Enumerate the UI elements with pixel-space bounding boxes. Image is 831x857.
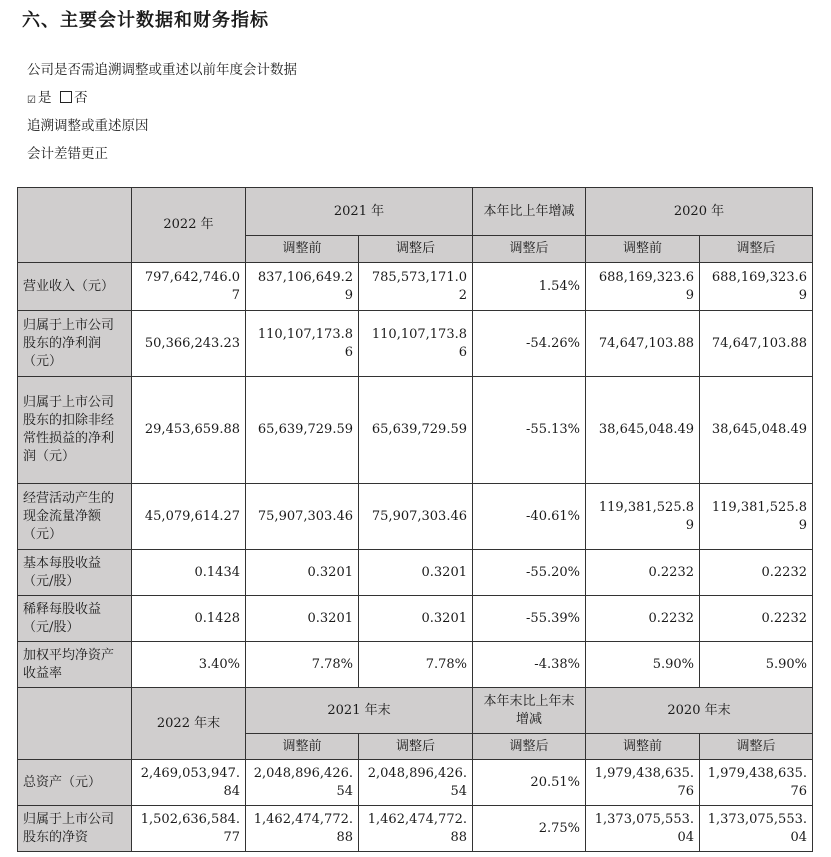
- row-label: 经营活动产生的现金流量净额（元）: [18, 484, 132, 550]
- value-2020-before: 0.2232: [586, 550, 700, 596]
- row-label: 稀释每股收益（元/股）: [18, 596, 132, 642]
- header-2020: 2020 年: [586, 188, 813, 236]
- row-label: 归属于上市公司股东的扣除非经常性损益的净利润（元）: [18, 377, 132, 484]
- value-2020-after: 0.2232: [700, 596, 813, 642]
- header-2021-after: 调整后: [359, 236, 473, 263]
- header-2021-before: 调整前: [246, 236, 359, 263]
- table-row: [18, 806, 813, 852]
- table-row: [18, 263, 813, 311]
- row-label: 基本每股收益（元/股）: [18, 550, 132, 596]
- section-title: 六、主要会计数据和财务指标: [22, 10, 269, 31]
- value-2020-after: 38,645,048.49: [700, 377, 813, 484]
- header-2020-after: 调整后: [700, 236, 813, 263]
- value-2020-after: 5.90%: [700, 642, 813, 688]
- table-row: [18, 642, 813, 688]
- value-2022: 1,502,636,584.77: [132, 806, 246, 852]
- header-2021-end: 2021 年末: [246, 688, 473, 734]
- value-2020-after: 1,979,438,635.76: [700, 760, 813, 806]
- retro-reason-label: 追溯调整或重述原因: [27, 118, 149, 134]
- value-2020-before: 1,373,075,553.04: [586, 806, 700, 852]
- value-2020-before: 74,647,103.88: [586, 311, 700, 377]
- header-change: 本年比上年增减: [473, 188, 586, 236]
- value-2022: 3.40%: [132, 642, 246, 688]
- value-2020-before: 119,381,525.89: [586, 484, 700, 550]
- value-2020-after: 0.2232: [700, 550, 813, 596]
- header-2022: 2022 年: [132, 188, 246, 263]
- value-2020-before: 0.2232: [586, 596, 700, 642]
- table-row: [18, 484, 813, 550]
- value-change: 1.54%: [473, 263, 586, 311]
- header-2021: 2021 年: [246, 188, 473, 236]
- table-row: [18, 760, 813, 806]
- retro-reason-value: 会计差错更正: [27, 146, 108, 162]
- value-2021-after: 0.3201: [359, 596, 473, 642]
- value-2020-after: 119,381,525.89: [700, 484, 813, 550]
- table-row: [18, 550, 813, 596]
- row-label: 加权平均净资产收益率: [18, 642, 132, 688]
- header-change-end: 本年末比上年末增减: [473, 688, 586, 734]
- value-2022: 2,469,053,947.84: [132, 760, 246, 806]
- header-2021-end-after: 调整后: [359, 734, 473, 760]
- table-row: [18, 377, 813, 484]
- value-2020-before: 38,645,048.49: [586, 377, 700, 484]
- yes-checkbox[interactable]: ☑: [27, 95, 36, 106]
- value-2021-before: 65,639,729.59: [246, 377, 359, 484]
- value-2020-after: 74,647,103.88: [700, 311, 813, 377]
- value-2020-before: 688,169,323.69: [586, 263, 700, 311]
- value-2021-before: 75,907,303.46: [246, 484, 359, 550]
- table-row: [18, 596, 813, 642]
- value-2022: 0.1428: [132, 596, 246, 642]
- value-2021-after: 7.78%: [359, 642, 473, 688]
- row-label: 总资产（元）: [18, 760, 132, 806]
- value-2020-before: 5.90%: [586, 642, 700, 688]
- yes-label: 是: [37, 90, 52, 106]
- header-change-end-after: 调整后: [473, 734, 586, 760]
- value-2022: 29,453,659.88: [132, 377, 246, 484]
- header-change-after: 调整后: [473, 236, 586, 263]
- value-2021-after: 785,573,171.02: [359, 263, 473, 311]
- header-2020-before: 调整前: [586, 236, 700, 263]
- header-2020-end-after: 调整后: [700, 734, 813, 760]
- value-2021-before: 110,107,173.86: [246, 311, 359, 377]
- header-blank-1: [18, 188, 132, 263]
- value-change: -4.38%: [473, 642, 586, 688]
- value-2022: 45,079,614.27: [132, 484, 246, 550]
- no-label: 否: [74, 90, 88, 106]
- value-change: -55.39%: [473, 596, 586, 642]
- value-2021-after: 1,462,474,772.88: [359, 806, 473, 852]
- header-2020-end: 2020 年末: [586, 688, 813, 734]
- value-2021-after: 110,107,173.86: [359, 311, 473, 377]
- value-2022: 797,642,746.07: [132, 263, 246, 311]
- row-label: 归属于上市公司股东的净利润（元）: [18, 311, 132, 377]
- value-change: 20.51%: [473, 760, 586, 806]
- value-2021-after: 2,048,896,426.54: [359, 760, 473, 806]
- value-2021-before: 7.78%: [246, 642, 359, 688]
- value-change: -55.13%: [473, 377, 586, 484]
- header-2020-end-before: 调整前: [586, 734, 700, 760]
- value-2021-before: 2,048,896,426.54: [246, 760, 359, 806]
- value-2021-before: 837,106,649.29: [246, 263, 359, 311]
- row-label: 归属于上市公司股东的净资: [18, 806, 132, 852]
- value-change: 2.75%: [473, 806, 586, 852]
- table-row: [18, 311, 813, 377]
- header-2022-end: 2022 年末: [132, 688, 246, 760]
- value-change: -54.26%: [473, 311, 586, 377]
- value-2021-after: 75,907,303.46: [359, 484, 473, 550]
- row-label: 营业收入（元）: [18, 263, 132, 311]
- value-2021-before: 0.3201: [246, 550, 359, 596]
- value-2020-after: 1,373,075,553.04: [700, 806, 813, 852]
- no-checkbox[interactable]: [60, 91, 72, 103]
- value-2020-before: 1,979,438,635.76: [586, 760, 700, 806]
- value-change: -55.20%: [473, 550, 586, 596]
- value-2021-after: 65,639,729.59: [359, 377, 473, 484]
- value-2022: 0.1434: [132, 550, 246, 596]
- value-2021-before: 0.3201: [246, 596, 359, 642]
- value-2022: 50,366,243.23: [132, 311, 246, 377]
- value-change: -40.61%: [473, 484, 586, 550]
- value-2020-after: 688,169,323.69: [700, 263, 813, 311]
- value-2021-before: 1,462,474,772.88: [246, 806, 359, 852]
- financial-indicators-table: [17, 187, 813, 852]
- value-2021-after: 0.3201: [359, 550, 473, 596]
- retro-question: 公司是否需追溯调整或重述以前年度会计数据: [27, 62, 297, 78]
- retro-options: [27, 86, 88, 106]
- header-blank-2: [18, 688, 132, 760]
- header-2021-end-before: 调整前: [246, 734, 359, 760]
